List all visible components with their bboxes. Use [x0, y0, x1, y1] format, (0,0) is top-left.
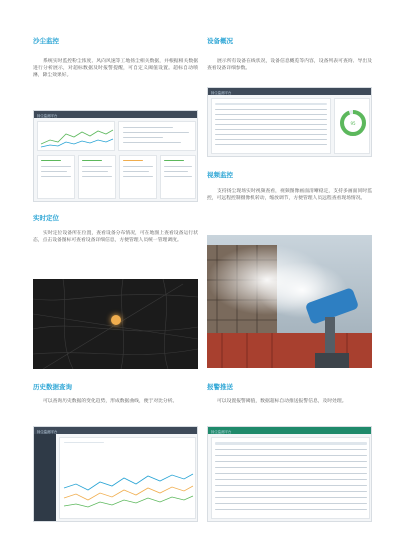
mini-line-chart — [38, 122, 116, 152]
section-location-text: 实时定位设备所在位置，查看设备分布情况，可在地图上查看设备运行状态，点击设备图标可查看设备详细信息，方便管理人员统一管理调度。 — [33, 231, 198, 244]
app-header — [208, 88, 371, 95]
online-rate-panel — [334, 98, 370, 154]
alarm-screenshot — [207, 426, 372, 522]
section-dust-monitoring-title: 沙尘监控 — [33, 37, 59, 45]
app-brand: 扬尘监测平台 — [211, 429, 232, 434]
app-header — [34, 427, 197, 434]
station-card[interactable] — [37, 155, 75, 199]
device-table — [211, 98, 331, 154]
station-card[interactable] — [78, 155, 116, 199]
device-overview-screenshot — [207, 87, 372, 157]
app-brand: 扬尘监测平台 — [37, 113, 58, 118]
dust-monitoring-screenshot — [33, 110, 198, 202]
section-video-text: 支持扬尘现场实时视频查看，视频图像画面清晰稳定，支持多画面同时监控，可远程控制摄像机转动，缩放调节，方便管理人员远程查看现场情况。 — [207, 189, 372, 202]
app-brand: 扬尘监测平台 — [211, 90, 232, 95]
section-device-overview-text: 展示所有设备在线状况，设备信息概览等内容，设备列表可查询、导出及查看设备详细参数。 — [207, 59, 372, 72]
section-location-title: 实时定位 — [33, 214, 59, 222]
panel-chart — [37, 121, 115, 151]
section-history-title: 历史数据查询 — [33, 383, 72, 391]
station-card[interactable] — [119, 155, 157, 199]
device-marker-icon[interactable] — [111, 315, 121, 325]
dust-cannon-photo — [207, 235, 372, 368]
history-line-chart — [60, 448, 197, 518]
sidebar — [34, 434, 56, 521]
dust-cannon-illustration — [207, 235, 372, 368]
section-video-title: 视频监控 — [207, 171, 233, 179]
station-card[interactable] — [160, 155, 196, 199]
app-header — [34, 111, 197, 118]
history-chart-panel — [59, 437, 196, 519]
section-device-overview-title: 设备概况 — [207, 37, 233, 45]
online-rate-value: 95 — [350, 121, 356, 126]
location-map[interactable] — [33, 279, 198, 369]
section-alarm-title: 报警推送 — [207, 383, 233, 391]
app-header — [208, 427, 371, 434]
alarm-table — [211, 437, 370, 519]
section-dust-monitoring-text: 系统实时监控粉尘浓度、风向风速等工地扬尘相关数据，并根据相关数据进行分析展示，对超标数据及时报警提醒，可自定义阈值设置。超标自动喷淋，降尘效果好。 — [33, 59, 198, 79]
history-screenshot — [33, 426, 198, 522]
panel-readings — [118, 121, 196, 151]
section-history-text: 可以查询历史数据的变化趋势，形成数据曲线，便于对比分析。 — [43, 399, 178, 404]
section-alarm-text: 可以设置报警阈值，数据超标自动推送报警信息，及时处理。 — [217, 399, 347, 404]
app-brand: 扬尘监测平台 — [37, 429, 58, 434]
